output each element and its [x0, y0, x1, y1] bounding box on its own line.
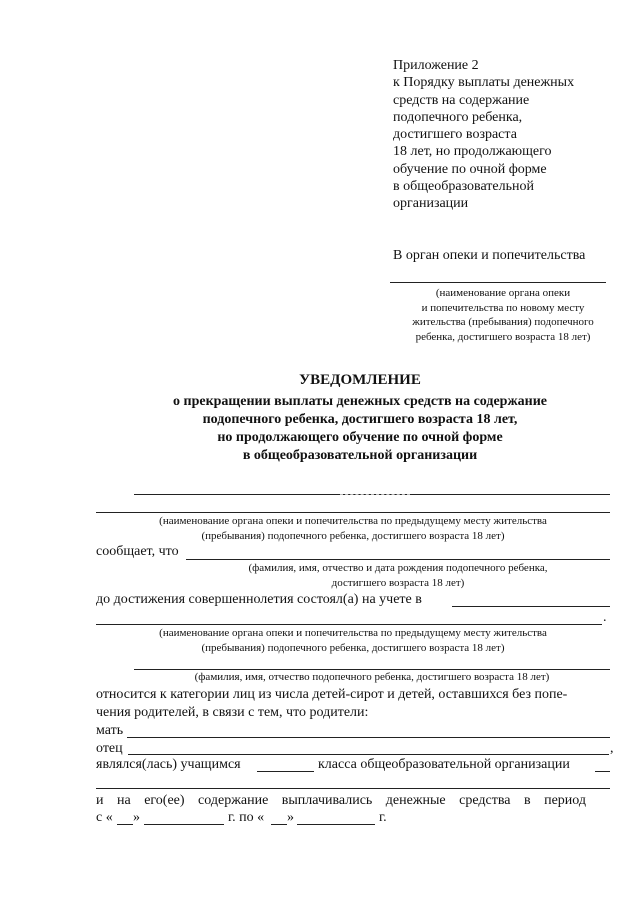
subtitle-line: подопечного ребенка, достигшего возраста 18 лет,: [202, 412, 518, 427]
paid-line: и на его(ее) содержание выплачивались денежные средства в период: [96, 793, 587, 808]
year-to-label: г. по «: [228, 810, 265, 825]
to-month-year-field[interactable]: [297, 824, 375, 825]
grade-field[interactable]: [257, 771, 314, 772]
quote-close: »: [287, 810, 294, 825]
appendix-header: [393, 57, 574, 213]
appendix-line: Приложение 2: [393, 58, 479, 73]
addressee-note-line: ребенка, достигшего возраста 18 лет): [415, 330, 591, 343]
father-field[interactable]: [128, 754, 609, 755]
note-line: (наименование органа опеки и попечительства по предыдущему месту жительства: [159, 627, 547, 639]
father-label: отец: [96, 741, 123, 756]
appendix-line: организации: [393, 196, 469, 212]
note-line: (пребывания) подопечного ребенка, достигшего возраста 18 лет): [201, 641, 505, 654]
appendix-line: к Порядку выплаты денежных: [393, 75, 575, 91]
document-title: УВЕДОМЛЕНИЕ: [299, 372, 421, 388]
addressee-note-line: жительства (пребывания) подопечного: [412, 316, 594, 328]
from-day-field[interactable]: [117, 824, 133, 825]
fio-note: [134, 670, 610, 685]
addressee-note: [385, 286, 621, 344]
registered-organ-note: [96, 626, 610, 655]
addressee-note-line: (наименование органа опеки: [435, 287, 571, 299]
prev-organ-note: [96, 514, 610, 543]
category-line-1: относится к категории лиц из числа детей-сирот и детей, оставшихся без попе-: [96, 687, 568, 702]
from-label: с «: [96, 810, 113, 825]
appendix-line: 18 лет, но продолжающего: [393, 144, 552, 160]
addressee-note-line: и попечительства по новому месту: [421, 301, 585, 314]
period-dot: .: [603, 610, 607, 625]
registered-organ-field-1[interactable]: [452, 606, 610, 607]
appendix-line: обучение по очной форме: [393, 161, 547, 177]
from-month-year-field[interactable]: [144, 824, 224, 825]
subtitle-line: о прекращении выплаты денежных средств на содержание: [173, 394, 547, 409]
note-line: (фамилия, имя, отчество и дата рождения подопечного ребенка,: [248, 562, 548, 574]
appendix-line: достигшего возраста: [393, 127, 517, 143]
appendix-line: средств на содержание: [393, 92, 530, 108]
addressee-heading: В орган опеки и попечительства: [393, 248, 586, 263]
mother-label: мать: [96, 723, 124, 738]
to-day-field[interactable]: [271, 824, 287, 825]
document-subtitle: [80, 393, 640, 465]
prev-organ-field-2[interactable]: [96, 512, 610, 513]
quote-close: »: [133, 810, 140, 825]
note-line: (наименование органа опеки и попечительства по предыдущему месту жительства: [159, 515, 547, 527]
registered-organ-field-2[interactable]: [96, 624, 602, 625]
school-field-2[interactable]: [96, 788, 610, 789]
fio-dob-note: [186, 561, 610, 590]
note-line: достигшего возраста 18 лет): [331, 576, 465, 589]
subtitle-line: в общеобразовательной организации: [242, 448, 478, 463]
appendix-line: в общеобразовательной: [393, 179, 534, 195]
registered-label: до достижения совершеннолетия состоял(а) на учете в: [96, 592, 422, 607]
school-field-1[interactable]: [595, 771, 610, 772]
student-label-2: класса общеобразовательной организации: [318, 757, 570, 772]
scan-artifact: [340, 494, 410, 495]
reports-label: сообщает, что: [96, 544, 179, 559]
addressee-organ-field[interactable]: [390, 282, 606, 283]
student-label-1: являлся(лась) учащимся: [96, 757, 241, 772]
subtitle-line: но продолжающего обучение по очной форме: [217, 430, 503, 445]
child-fio-dob-field[interactable]: [186, 559, 610, 560]
appendix-line: подопечного ребенка,: [393, 109, 523, 125]
note-line: (пребывания) подопечного ребенка, достигшего возраста 18 лет): [201, 529, 505, 542]
father-comma: ,: [610, 741, 614, 756]
category-line-2: чения родителей, в связи с тем, что родители:: [96, 705, 369, 720]
year-end: г.: [379, 810, 387, 825]
note-line: (фамилия, имя, отчество подопечного ребенка, достигшего возраста 18 лет): [194, 671, 550, 683]
mother-field[interactable]: [127, 737, 610, 738]
